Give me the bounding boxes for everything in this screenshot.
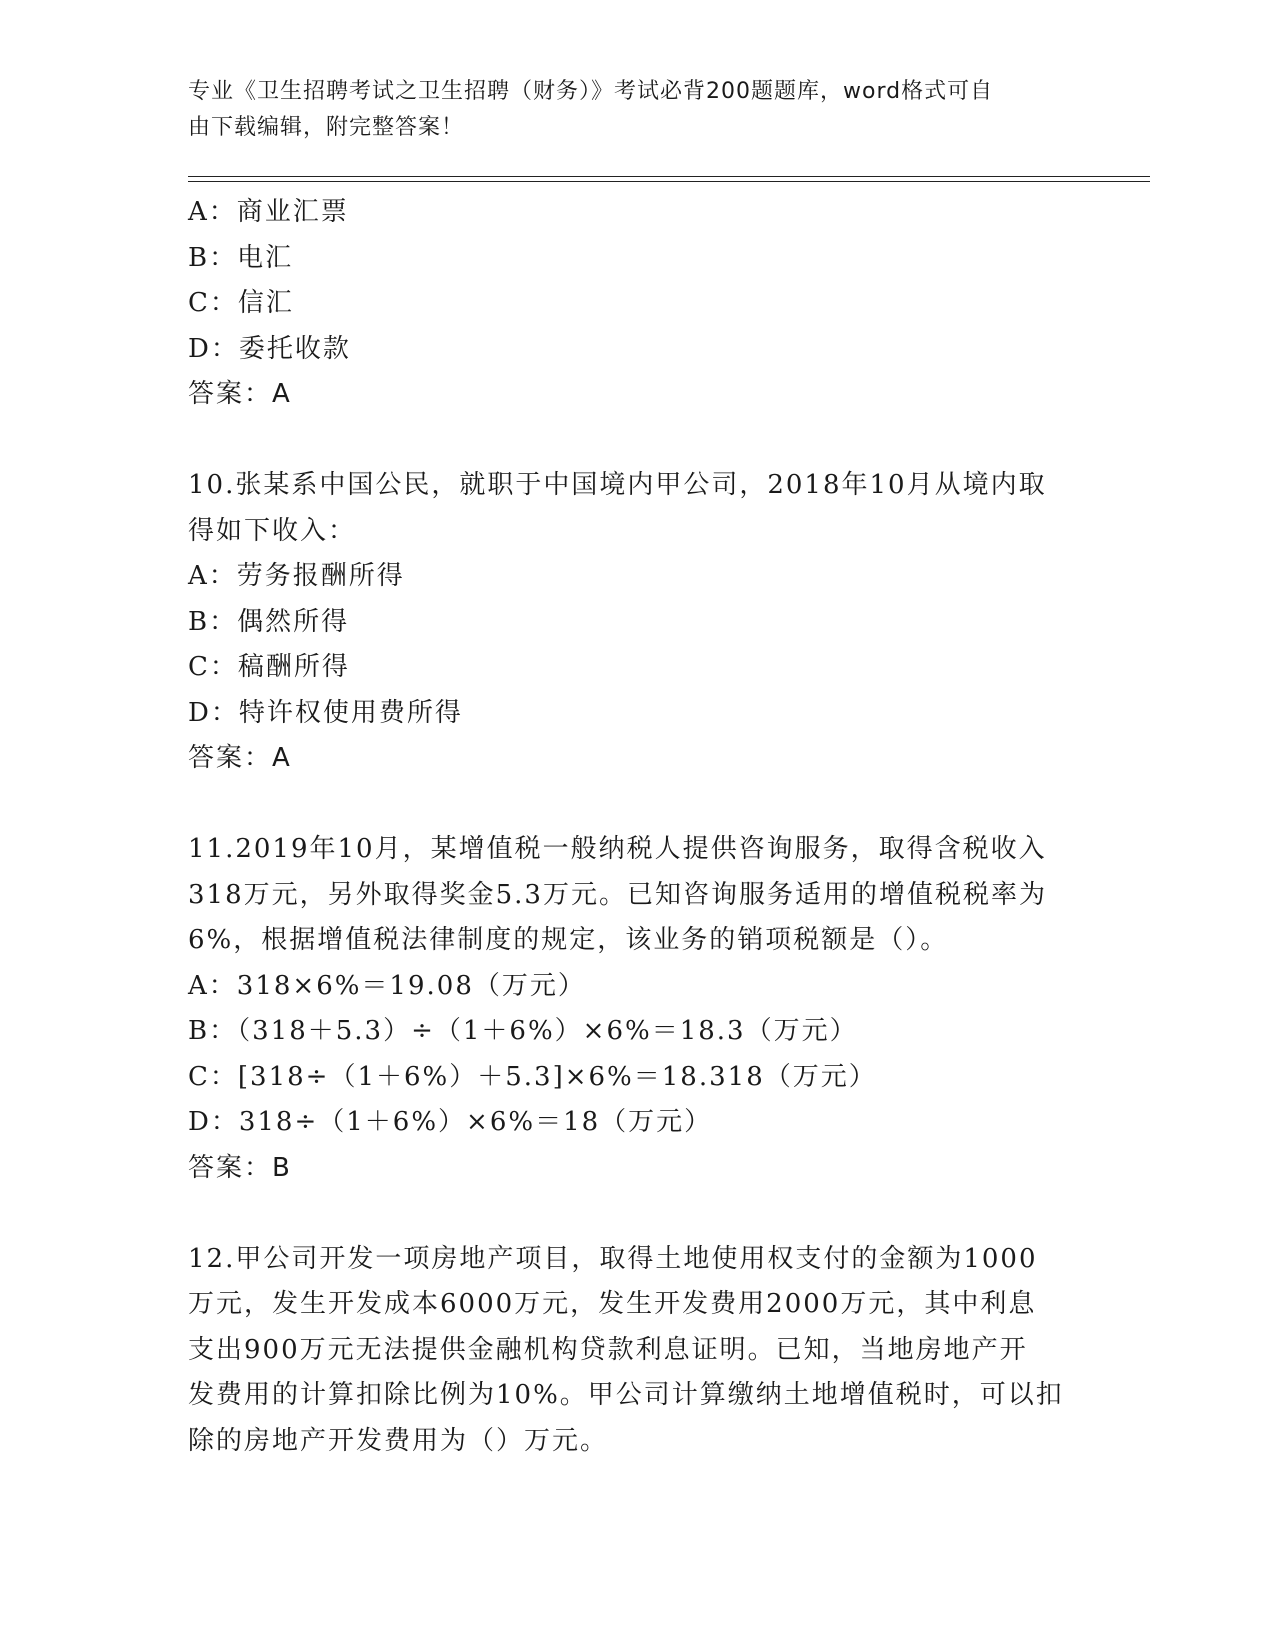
header-divider-bottom xyxy=(188,181,1150,182)
answer-line: 答案：B xyxy=(188,1152,292,1183)
question-text-line: 6%，根据增值税法律制度的规定，该业务的销项税额是（）。 xyxy=(188,925,949,955)
spacer xyxy=(188,1191,1088,1237)
question-12 xyxy=(188,1237,1088,1465)
question-10 xyxy=(188,463,1088,782)
question-content xyxy=(188,190,1088,1464)
option-a: A：318×6%＝19.08（万元） xyxy=(188,970,586,1001)
option-c: C：[318÷（1＋6%）＋5.3]×6%＝18.318（万元） xyxy=(188,1061,877,1092)
option-c: C：信汇 xyxy=(188,288,294,318)
option-a: A：商业汇票 xyxy=(188,197,349,227)
question-text-line: 万元，发生开发成本6000万元，发生开发费用2000万元，其中利息 xyxy=(188,1289,1037,1319)
option-b: B：电汇 xyxy=(188,242,294,273)
option-a: A：劳务报酬所得 xyxy=(188,561,405,591)
spacer xyxy=(188,782,1088,828)
answer-line: 答案：A xyxy=(188,743,292,773)
question-9 xyxy=(188,190,1088,418)
option-d: D：委托收款 xyxy=(188,333,351,364)
header-line-2: 由下载编辑，附完整答案！ xyxy=(188,115,465,140)
header-line-1: 专业《卫生招聘考试之卫生招聘（财务）》考试必背200题题库，word格式可自 xyxy=(188,79,994,104)
question-text-line: 发费用的计算扣除比例为10%。甲公司计算缴纳土地增值税时，可以扣 xyxy=(188,1380,1064,1410)
option-d: D：特许权使用费所得 xyxy=(188,697,463,728)
question-11 xyxy=(188,827,1088,1191)
answer-line: 答案：A xyxy=(188,379,292,409)
spacer xyxy=(188,418,1088,464)
question-text-line: 11.2019年10月，某增值税一般纳税人提供咨询服务，取得含税收入 xyxy=(188,834,1047,864)
option-c: C：稿酬所得 xyxy=(188,652,350,682)
question-text-line: 支出900万元无法提供金融机构贷款利息证明。已知，当地房地产开 xyxy=(188,1334,1028,1365)
option-b: B：偶然所得 xyxy=(188,606,350,637)
question-text-line: 12.甲公司开发一项房地产项目，取得土地使用权支付的金额为1000 xyxy=(188,1243,1038,1274)
question-text-line: 10.张某系中国公民，就职于中国境内甲公司，2018年10月从境内取 xyxy=(188,470,1047,500)
option-b: B：（318＋5.3）÷（1＋6%）×6%＝18.3（万元） xyxy=(188,1016,858,1046)
question-text-line: 除的房地产开发费用为（）万元。 xyxy=(188,1425,609,1456)
document-header xyxy=(188,74,1068,146)
question-text-line: 得如下收入： xyxy=(188,515,357,546)
option-d: D：318÷（1＋6%）×6%＝18（万元） xyxy=(188,1107,713,1137)
question-text-line: 318万元，另外取得奖金5.3万元。已知咨询服务适用的增值税税率为 xyxy=(188,879,1047,910)
header-divider-top xyxy=(188,176,1150,177)
